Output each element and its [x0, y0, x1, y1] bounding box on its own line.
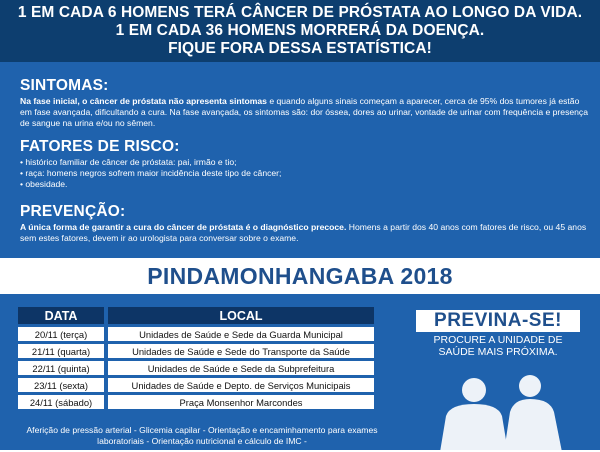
fatores-list: [20, 157, 588, 189]
schedule-table: [18, 304, 374, 412]
schedule-section: [0, 294, 600, 450]
header-local: LOCAL: [108, 307, 374, 324]
header-line-3: FIQUE FORA DESSA ESTATÍSTICA!: [168, 40, 432, 57]
table-row: [18, 361, 374, 375]
row-date: 22/11 (quinta): [18, 361, 108, 375]
procure-text: [410, 334, 586, 358]
row-local: Unidades de Saúde e Sede da Subprefeitura: [108, 361, 374, 375]
services-footer: Aferição de pressão arterial - Glicemia capilar - Orientação e encaminhamento para exames laboratoriais - Orientação nutricional e cálculo de IMC -: [26, 425, 378, 446]
row-local: Unidades de Saúde e Sede do Transporte da Saúde: [108, 344, 374, 358]
prevencao-body: Homens a partir dos 40 anos com fatores de risco, ou 45 anos sem estes fatores, devem ir ao urologista para conversar sobre o exame.: [20, 222, 587, 243]
row-date: 23/11 (sexta): [18, 378, 108, 392]
row-date: 24/11 (sábado): [18, 395, 108, 409]
row-local: Unidades de Saúde e Depto. de Serviços Municipais: [108, 378, 374, 392]
procure-line-1: PROCURE A UNIDADE DE: [433, 334, 563, 346]
fatores-item: • obesidade.: [20, 178, 68, 189]
table-row: [18, 327, 374, 341]
row-local: Unidades de Saúde e Sede da Guarda Municipal: [108, 327, 374, 341]
prevencao-title: PREVENÇÃO:: [20, 203, 126, 220]
info-section: [0, 62, 600, 258]
people-silhouette-icon: [412, 372, 592, 452]
fatores-item: • histórico familiar de câncer de próstata: pai, irmão e tio;: [20, 157, 237, 167]
prevencao-text: [20, 222, 588, 244]
fatores-title: FATORES DE RISCO:: [20, 138, 180, 155]
procure-line-2: SAÚDE MAIS PRÓXIMA.: [438, 346, 558, 358]
city-band: [0, 258, 600, 294]
table-header-row: [18, 307, 374, 324]
row-date: 21/11 (quarta): [18, 344, 108, 358]
row-date: 20/11 (terça): [18, 327, 108, 341]
sintomas-text: [20, 96, 588, 128]
fatores-section: [20, 138, 588, 189]
fatores-item: • raça: homens negros sofrem maior incidência deste tipo de câncer;: [20, 167, 282, 178]
table-row: [18, 395, 374, 409]
row-local: Praça Monsenhor Marcondes: [108, 395, 374, 409]
sintomas-section: [20, 77, 588, 128]
previna-se-title: PREVINA-SE!: [416, 310, 580, 332]
table-row: [18, 344, 374, 358]
sintomas-body: e quando alguns sinais começam a aparecer, cerca de 95% dos tumores já estão em fase avançada, dificultando a cura. Na fase avançada, os sintomas são: dor óssea, dores ao urinar, vontade de urinar com frequência e presença de sangue na urina e/ou no sêmen.: [20, 96, 589, 128]
header-data: DATA: [18, 307, 108, 324]
header-line-2: 1 EM CADA 36 HOMENS MORRERÁ DA DOENÇA.: [115, 22, 485, 39]
table-row: [18, 378, 374, 392]
city-title: PINDAMONHANGABA 2018: [147, 263, 453, 289]
header-banner: [0, 0, 600, 62]
header-line-1: 1 EM CADA 6 HOMENS TERÁ CÂNCER DE PRÓSTATA AO LONGO DA VIDA.: [17, 4, 583, 21]
sintomas-title: SINTOMAS:: [20, 77, 109, 94]
prevencao-bold: A única forma de garantir a cura do câncer de próstata é o diagnóstico precoce.: [20, 222, 347, 232]
sintomas-bold: Na fase inicial, o câncer de próstata não apresenta sintomas: [20, 96, 267, 106]
prevencao-section: [20, 203, 588, 244]
